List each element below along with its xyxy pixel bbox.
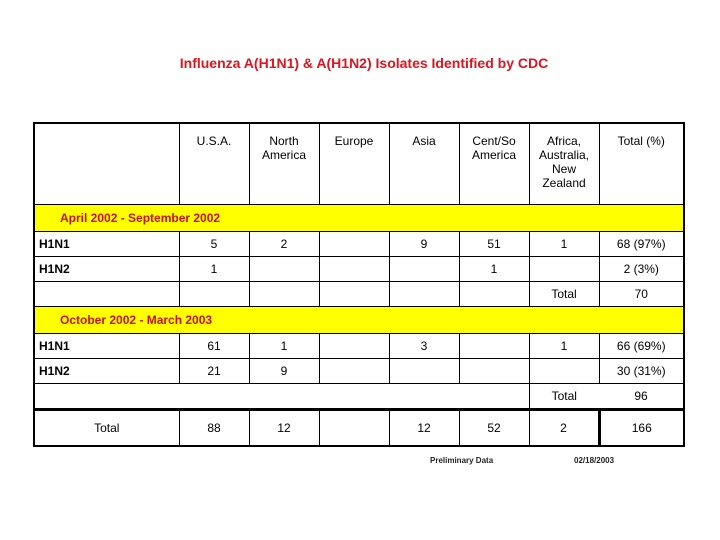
empty-cell xyxy=(249,282,319,307)
grand-total-row xyxy=(34,410,684,447)
empty-cell xyxy=(34,384,529,410)
column-header: Asia xyxy=(389,123,459,205)
header-row xyxy=(34,123,684,205)
corner-cell xyxy=(34,123,179,205)
value-cell: 5 xyxy=(179,232,249,257)
preliminary-note: Preliminary Data xyxy=(430,456,494,465)
grand-total-cell: 52 xyxy=(459,410,529,447)
row-label: H1N2 xyxy=(34,257,179,282)
value-cell: 1 xyxy=(529,232,599,257)
total-label: Total xyxy=(529,384,599,410)
value-cell xyxy=(389,359,459,384)
value-cell: 9 xyxy=(249,359,319,384)
period-label: April 2002 - September 2002 xyxy=(34,205,684,232)
value-cell xyxy=(319,257,389,282)
total-label: Total xyxy=(529,282,599,307)
row-label: H1N2 xyxy=(34,359,179,384)
column-header: U.S.A. xyxy=(179,123,249,205)
grand-total-cell: 166 xyxy=(599,410,684,447)
grand-total-cell: 12 xyxy=(389,410,459,447)
empty-cell xyxy=(319,282,389,307)
grand-total-label: Total xyxy=(34,410,179,447)
column-header: Europe xyxy=(319,123,389,205)
empty-cell xyxy=(34,282,179,307)
value-cell: 66 (69%) xyxy=(599,334,684,359)
grand-total-cell: 2 xyxy=(529,410,599,447)
period-total: 70 xyxy=(599,282,684,307)
value-cell: 21 xyxy=(179,359,249,384)
empty-cell xyxy=(179,282,249,307)
value-cell: 68 (97%) xyxy=(599,232,684,257)
table-row xyxy=(34,359,684,384)
value-cell: 30 (31%) xyxy=(599,359,684,384)
value-cell: 1 xyxy=(529,334,599,359)
column-header: North America xyxy=(249,123,319,205)
column-header: Total (%) xyxy=(599,123,684,205)
value-cell: 2 (3%) xyxy=(599,257,684,282)
value-cell xyxy=(459,359,529,384)
value-cell: 2 xyxy=(249,232,319,257)
grand-total-cell xyxy=(319,410,389,447)
value-cell: 51 xyxy=(459,232,529,257)
period-band xyxy=(34,205,684,232)
column-header: Africa, Australia, New Zealand xyxy=(529,123,599,205)
period-band xyxy=(34,307,684,334)
grand-total-cell: 12 xyxy=(249,410,319,447)
period-total-row xyxy=(34,384,684,410)
value-cell: 1 xyxy=(179,257,249,282)
value-cell xyxy=(319,334,389,359)
column-header: Cent/So America xyxy=(459,123,529,205)
value-cell xyxy=(529,257,599,282)
value-cell xyxy=(319,232,389,257)
row-label: H1N1 xyxy=(34,334,179,359)
table-row xyxy=(34,334,684,359)
empty-cell xyxy=(459,282,529,307)
value-cell xyxy=(389,257,459,282)
value-cell xyxy=(249,257,319,282)
value-cell: 9 xyxy=(389,232,459,257)
value-cell: 61 xyxy=(179,334,249,359)
footer-date: 02/18/2003 xyxy=(574,456,615,465)
grand-total-cell: 88 xyxy=(179,410,249,447)
value-cell: 3 xyxy=(389,334,459,359)
value-cell: 1 xyxy=(249,334,319,359)
value-cell xyxy=(319,359,389,384)
value-cell: 1 xyxy=(459,257,529,282)
table-row xyxy=(34,257,684,282)
value-cell xyxy=(459,334,529,359)
period-total: 96 xyxy=(599,384,684,410)
isolates-table xyxy=(33,122,685,447)
period-label: October 2002 - March 2003 xyxy=(34,307,684,334)
value-cell xyxy=(529,359,599,384)
page-title: Influenza A(H1N1) & A(H1N2) Isolates Identified by CDC xyxy=(179,55,549,71)
table-row xyxy=(34,232,684,257)
empty-cell xyxy=(389,282,459,307)
row-label: H1N1 xyxy=(34,232,179,257)
period-total-row xyxy=(34,282,684,307)
